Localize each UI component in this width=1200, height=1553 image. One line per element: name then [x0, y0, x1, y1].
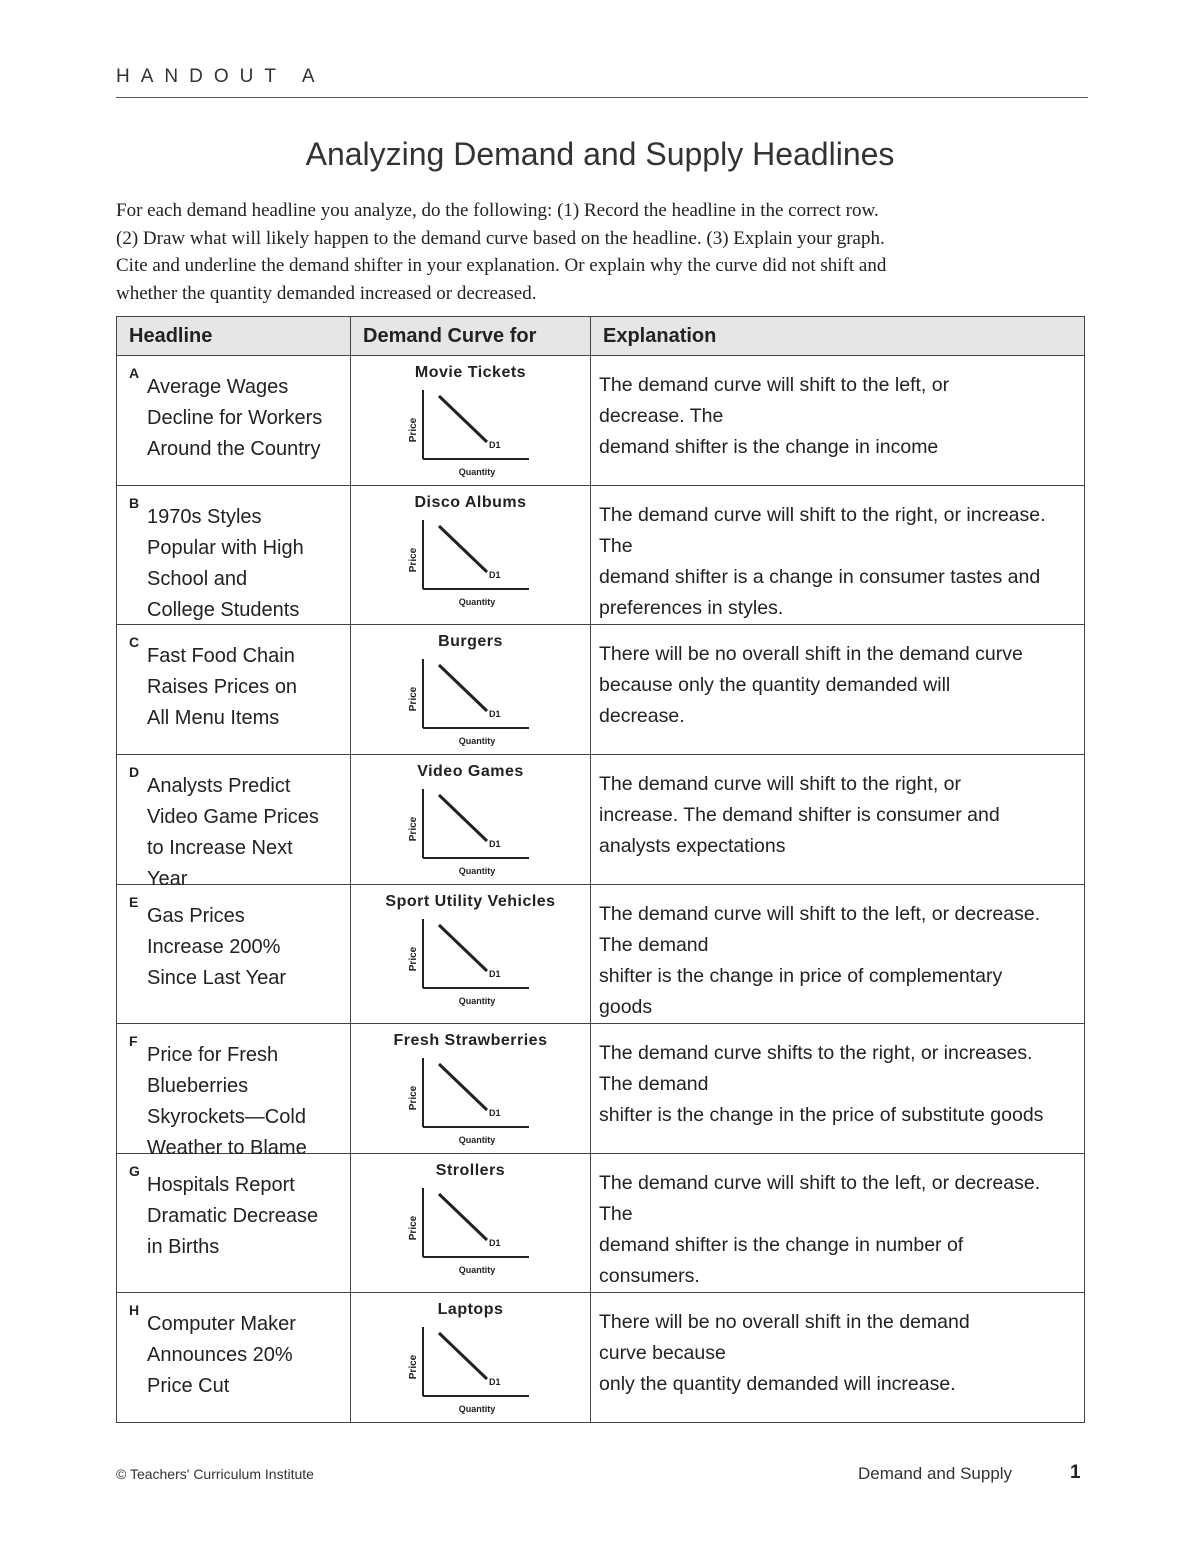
headline-line: School and	[147, 568, 248, 590]
headline-line: Gas Prices	[147, 905, 245, 927]
x-axis-label: Quantity	[458, 1404, 496, 1414]
headline-line: Hospitals Report	[147, 1174, 295, 1196]
instruction-line: Cite and underline the demand shifter in your explanation. Or explain why the curve did not shift and	[116, 255, 887, 276]
headline-line: Analysts Predict	[147, 775, 291, 797]
headline-line: Computer Maker	[147, 1313, 296, 1335]
y-axis-label: Price	[408, 417, 419, 443]
headline-line: Skyrockets—Cold	[147, 1106, 306, 1128]
headline-cell	[117, 885, 351, 1024]
curve-label: D1	[489, 1238, 501, 1248]
headline-text	[147, 1040, 307, 1164]
explanation-line: The demand curve will shift to the left, or	[599, 374, 950, 396]
good-label: Laptops	[437, 1301, 504, 1318]
instructions	[116, 197, 1096, 307]
headline-line: in Births	[147, 1236, 220, 1258]
headline-line: Since Last Year	[147, 967, 286, 989]
demand-curve-cell	[351, 486, 591, 625]
explanation-cell	[591, 1024, 1085, 1154]
demand-curve-graph	[408, 653, 541, 753]
headline-table	[116, 316, 1085, 1423]
explanation-line: demand shifter is the change in income	[599, 436, 939, 458]
page-title: Analyzing Demand and Supply Headlines	[305, 136, 895, 172]
good-label: Video Games	[417, 763, 524, 780]
y-axis-label: Price	[408, 1085, 419, 1111]
headline-line: Raises Prices on	[147, 676, 298, 698]
table-row	[117, 1024, 1085, 1154]
table-row	[117, 885, 1085, 1024]
headline-line: Year	[147, 868, 188, 890]
demand-curve-cell	[351, 1024, 591, 1154]
good-label: Fresh Strawberries	[393, 1032, 548, 1049]
demand-curve	[439, 1194, 487, 1240]
row-letter: E	[129, 894, 139, 910]
curve-label: D1	[489, 709, 501, 719]
demand-curve	[439, 1064, 487, 1110]
headline-line: Price for Fresh	[147, 1044, 279, 1066]
good-label: Disco Albums	[414, 494, 527, 511]
demand-curve-graph	[408, 1321, 541, 1421]
good-label: Burgers	[438, 633, 503, 650]
row-letter: D	[129, 764, 140, 780]
demand-curve-graph	[408, 783, 541, 883]
col-header-explanation: Explanation	[591, 317, 1085, 356]
demand-curve-graph	[408, 913, 541, 1013]
table-row	[117, 486, 1085, 625]
good-label: Movie Tickets	[414, 364, 527, 381]
explanation-line: preferences in styles.	[599, 597, 784, 619]
row-letter: G	[129, 1163, 140, 1179]
x-axis-label: Quantity	[458, 1135, 496, 1145]
headline-cell	[117, 1293, 351, 1423]
demand-curve	[439, 795, 487, 841]
explanation-line: The demand curve will shift to the left, or decrease.	[599, 1172, 1041, 1194]
demand-curve-cell	[351, 885, 591, 1024]
headline-cell	[117, 625, 351, 755]
curve-label: D1	[489, 570, 501, 580]
explanation-line: There will be no overall shift in the demand	[599, 1311, 970, 1333]
demand-curve-cell	[351, 755, 591, 885]
headline-line: Around the Country	[147, 438, 321, 460]
demand-curve	[439, 665, 487, 711]
headline-line: Blueberries	[147, 1075, 249, 1097]
row-letter: A	[129, 365, 140, 381]
curve-label: D1	[489, 839, 501, 849]
explanation-line: The demand curve will shift to the right, or increase.	[599, 504, 1046, 526]
demand-curve	[439, 925, 487, 971]
explanation-cell	[591, 486, 1085, 625]
x-axis-label: Quantity	[458, 597, 496, 607]
x-axis-label: Quantity	[458, 866, 496, 876]
row-letter: H	[129, 1302, 140, 1318]
headline-text	[147, 1309, 296, 1402]
headline-line: Increase 200%	[147, 936, 281, 958]
x-axis-label: Quantity	[458, 736, 496, 746]
row-letter: B	[129, 495, 140, 511]
table-body	[117, 356, 1085, 1423]
headline-text	[147, 771, 319, 895]
good-label: Strollers	[435, 1162, 506, 1179]
headline-cell	[117, 1154, 351, 1293]
col-header-headline: Headline	[117, 317, 351, 356]
explanation-line: The	[599, 535, 633, 557]
instruction-line: For each demand headline you analyze, do the following: (1) Record the headline in the correct row.	[116, 200, 879, 221]
headline-cell	[117, 356, 351, 486]
row-letter: C	[129, 634, 140, 650]
headline-line: Average Wages	[147, 376, 289, 398]
explanation-line: demand shifter is the change in number of	[599, 1234, 964, 1256]
demand-curve-graph	[408, 384, 541, 484]
table-row	[117, 625, 1085, 755]
explanation-line: goods	[599, 996, 653, 1018]
demand-curve	[439, 1333, 487, 1379]
demand-curve-graph	[408, 1182, 541, 1282]
headline-line: Decline for Workers	[147, 407, 323, 429]
explanation-line: The demand	[599, 934, 709, 956]
good-label: Sport Utility Vehicles	[385, 893, 556, 910]
explanation-line: decrease. The	[599, 405, 724, 427]
y-axis-label: Price	[408, 1215, 419, 1241]
row-letter: F	[129, 1033, 138, 1049]
explanation-line: The	[599, 1203, 633, 1225]
table-row	[117, 356, 1085, 486]
headline-cell	[117, 486, 351, 625]
table-row	[117, 755, 1085, 885]
explanation-line: decrease.	[599, 705, 685, 727]
x-axis-label: Quantity	[458, 996, 496, 1006]
explanation-line: only the quantity demanded will increase.	[599, 1373, 956, 1395]
headline-line: Popular with High	[147, 537, 304, 559]
explanation-line: curve because	[599, 1342, 726, 1364]
instruction-line: (2) Draw what will likely happen to the demand curve based on the headline. (3) Explain your graph.	[116, 227, 885, 249]
headline-text	[147, 901, 286, 994]
table-header-row	[117, 317, 1085, 356]
headline-line: Weather to Blame	[147, 1137, 307, 1159]
curve-label: D1	[489, 1377, 501, 1387]
headline-line: College Students	[147, 599, 300, 621]
headline-line: All Menu Items	[147, 707, 280, 729]
x-axis-label: Quantity	[458, 1265, 496, 1275]
explanation-line: analysts expectations	[599, 835, 786, 857]
curve-label: D1	[489, 440, 501, 450]
explanation-line: because only the quantity demanded will	[599, 674, 951, 696]
explanation-line: The demand curve shifts to the right, or increases.	[599, 1042, 1033, 1064]
headline-text	[147, 641, 297, 734]
y-axis-label: Price	[408, 816, 419, 842]
y-axis-label: Price	[408, 946, 419, 972]
explanation-cell	[591, 1293, 1085, 1423]
explanation-line: demand shifter is a change in consumer tastes and	[599, 566, 1041, 588]
headline-cell	[117, 755, 351, 890]
demand-curve	[439, 396, 487, 442]
headline-line: Dramatic Decrease	[147, 1205, 319, 1227]
headline-text	[147, 502, 304, 626]
table-row	[117, 1293, 1085, 1423]
explanation-line: The demand	[599, 1073, 709, 1095]
explanation-line: consumers.	[599, 1265, 700, 1287]
headline-line: Announces 20%	[147, 1344, 293, 1366]
explanation-line: shifter is the change in price of complementary	[599, 965, 1003, 987]
explanation-line: The demand curve will shift to the left, or decrease.	[599, 903, 1041, 925]
headline-text	[147, 372, 322, 465]
headline-line: to Increase Next	[147, 837, 293, 859]
explanation-line: increase. The demand shifter is consumer and	[599, 804, 1000, 826]
curve-label: D1	[489, 969, 501, 979]
y-axis-label: Price	[408, 547, 419, 573]
y-axis-label: Price	[408, 686, 419, 712]
section-name: Demand and Supply	[858, 1464, 1013, 1483]
curve-label: D1	[489, 1108, 501, 1118]
headline-line: Price Cut	[147, 1375, 230, 1397]
page-number: 1	[1070, 1462, 1081, 1483]
demand-curve-graph	[408, 514, 541, 614]
col-header-demand-curve: Demand Curve for	[351, 317, 591, 356]
headline-cell	[117, 1024, 351, 1159]
explanation-line: shifter is the change in the price of substitute goods	[599, 1104, 1044, 1126]
demand-curve-cell	[351, 356, 591, 486]
demand-curve	[439, 526, 487, 572]
demand-curve-cell	[351, 1154, 591, 1293]
demand-curve-cell	[351, 625, 591, 755]
explanation-cell	[591, 1154, 1085, 1293]
demand-curve-cell	[351, 1293, 591, 1423]
explanation-line: There will be no overall shift in the demand curve	[599, 643, 1023, 665]
y-axis-label: Price	[408, 1354, 419, 1380]
explanation-cell	[591, 625, 1085, 755]
headline-line: 1970s Styles	[147, 506, 262, 528]
explanation-cell	[591, 356, 1085, 486]
explanation-cell	[591, 885, 1085, 1024]
explanation-cell	[591, 755, 1085, 885]
copyright: © Teachers' Curriculum Institute	[116, 1466, 314, 1482]
instruction-line: whether the quantity demanded increased or decreased.	[116, 282, 537, 304]
x-axis-label: Quantity	[458, 467, 496, 477]
explanation-line: The demand curve will shift to the right, or	[599, 773, 961, 795]
headline-line: Fast Food Chain	[147, 645, 295, 667]
headline-text	[147, 1170, 318, 1263]
header-rule	[116, 97, 1088, 98]
demand-curve-graph	[408, 1052, 541, 1152]
headline-line: Video Game Prices	[147, 806, 319, 828]
handout-label: HANDOUT A	[116, 66, 326, 87]
table-row	[117, 1154, 1085, 1293]
